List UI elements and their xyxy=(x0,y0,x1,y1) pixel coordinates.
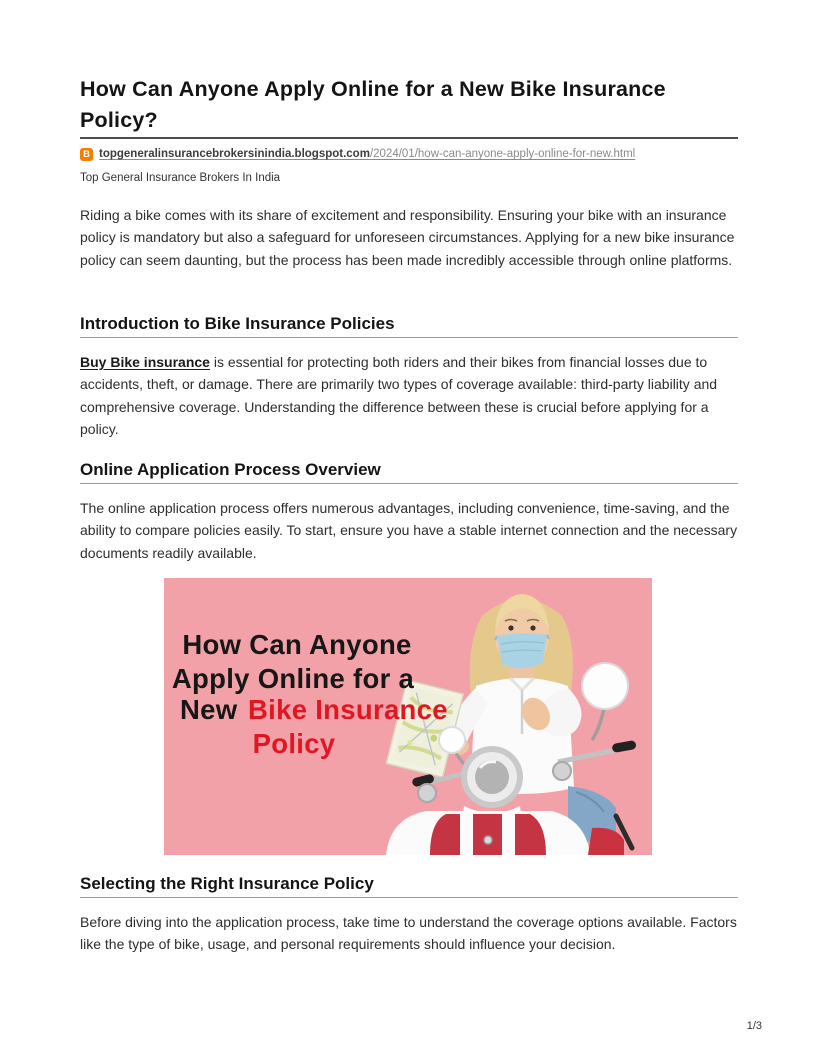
source-domain: topgeneralinsurancebrokersinindia.blogspot.com xyxy=(99,148,370,160)
hero-caption-line3-red: Bike Insurance xyxy=(248,694,448,725)
fender-white-stripe-right xyxy=(502,812,515,855)
title-divider xyxy=(80,137,738,139)
woman-eye-right xyxy=(530,625,535,630)
section-divider xyxy=(80,337,738,338)
section-paragraph-text: is essential for protecting both riders and their bikes from financial losses due to accidents, theft, or damage. There are primarily two types of coverage available: third-party liability and comprehensive coverage. Understanding the difference between these is crucial before applying for a policy. xyxy=(80,354,718,438)
source-url-link[interactable] xyxy=(99,148,635,160)
mirror-left xyxy=(439,727,465,753)
mirror-right xyxy=(582,663,628,709)
intro-paragraph: Riding a bike comes with its share of excitement and responsibility. Ensuring your bike with an insurance policy is mandatory but also a safeguard for unforeseen circumstances. Applying for a new bike insurance policy can seem daunting, but the process has been made incredibly accessible through online platforms. xyxy=(80,207,735,268)
woman-eye-left xyxy=(508,625,513,630)
hero-image xyxy=(164,578,652,855)
page-number: 1/3 xyxy=(746,1020,762,1032)
hero-caption-line4-red: Policy xyxy=(252,728,336,759)
section-heading-selecting-policy: Selecting the Right Insurance Policy xyxy=(80,874,374,893)
source-path: /2024/01/how-can-anyone-apply-online-for-new.html xyxy=(369,148,636,160)
hero-caption-line1: How Can Anyone xyxy=(182,629,412,660)
section-paragraph-introduction xyxy=(80,351,740,441)
blogger-icon: B xyxy=(80,148,93,161)
buy-bike-insurance-link[interactable]: Buy Bike insurance xyxy=(80,354,210,370)
hero-caption-line3-black: New xyxy=(180,694,238,725)
source-url-row xyxy=(80,146,740,162)
fender-red-band xyxy=(430,814,546,855)
section-paragraph-selecting-policy: Before diving into the application process, take time to understand the coverage options available. Factors like the type of bike, usage, and personal requirements should influence your decision. xyxy=(80,914,737,953)
section-paragraph-online-process: The online application process offers numerous advantages, including convenience, time-saving, and the ability to compare policies easily. To start, ensure you have a stable internet connection and the necessary documents readily available. xyxy=(80,500,738,561)
section-heading-introduction: Introduction to Bike Insurance Policies xyxy=(80,314,395,333)
section-divider xyxy=(80,897,738,898)
turn-signal-left xyxy=(418,784,436,802)
site-name: Top General Insurance Brokers In India xyxy=(80,172,281,184)
turn-signal-right xyxy=(553,762,571,780)
headlight-lens xyxy=(475,760,509,794)
section-heading-online-process: Online Application Process Overview xyxy=(80,460,381,479)
section-divider xyxy=(80,483,738,484)
page-title: How Can Anyone Apply Online for a New Bike Insurance Policy? xyxy=(80,77,666,132)
fender-white-stripe-left xyxy=(460,812,473,855)
hero-image-illustration xyxy=(164,578,652,855)
fender-screw xyxy=(484,836,492,844)
hero-caption-line2: Apply Online for a xyxy=(171,663,415,694)
